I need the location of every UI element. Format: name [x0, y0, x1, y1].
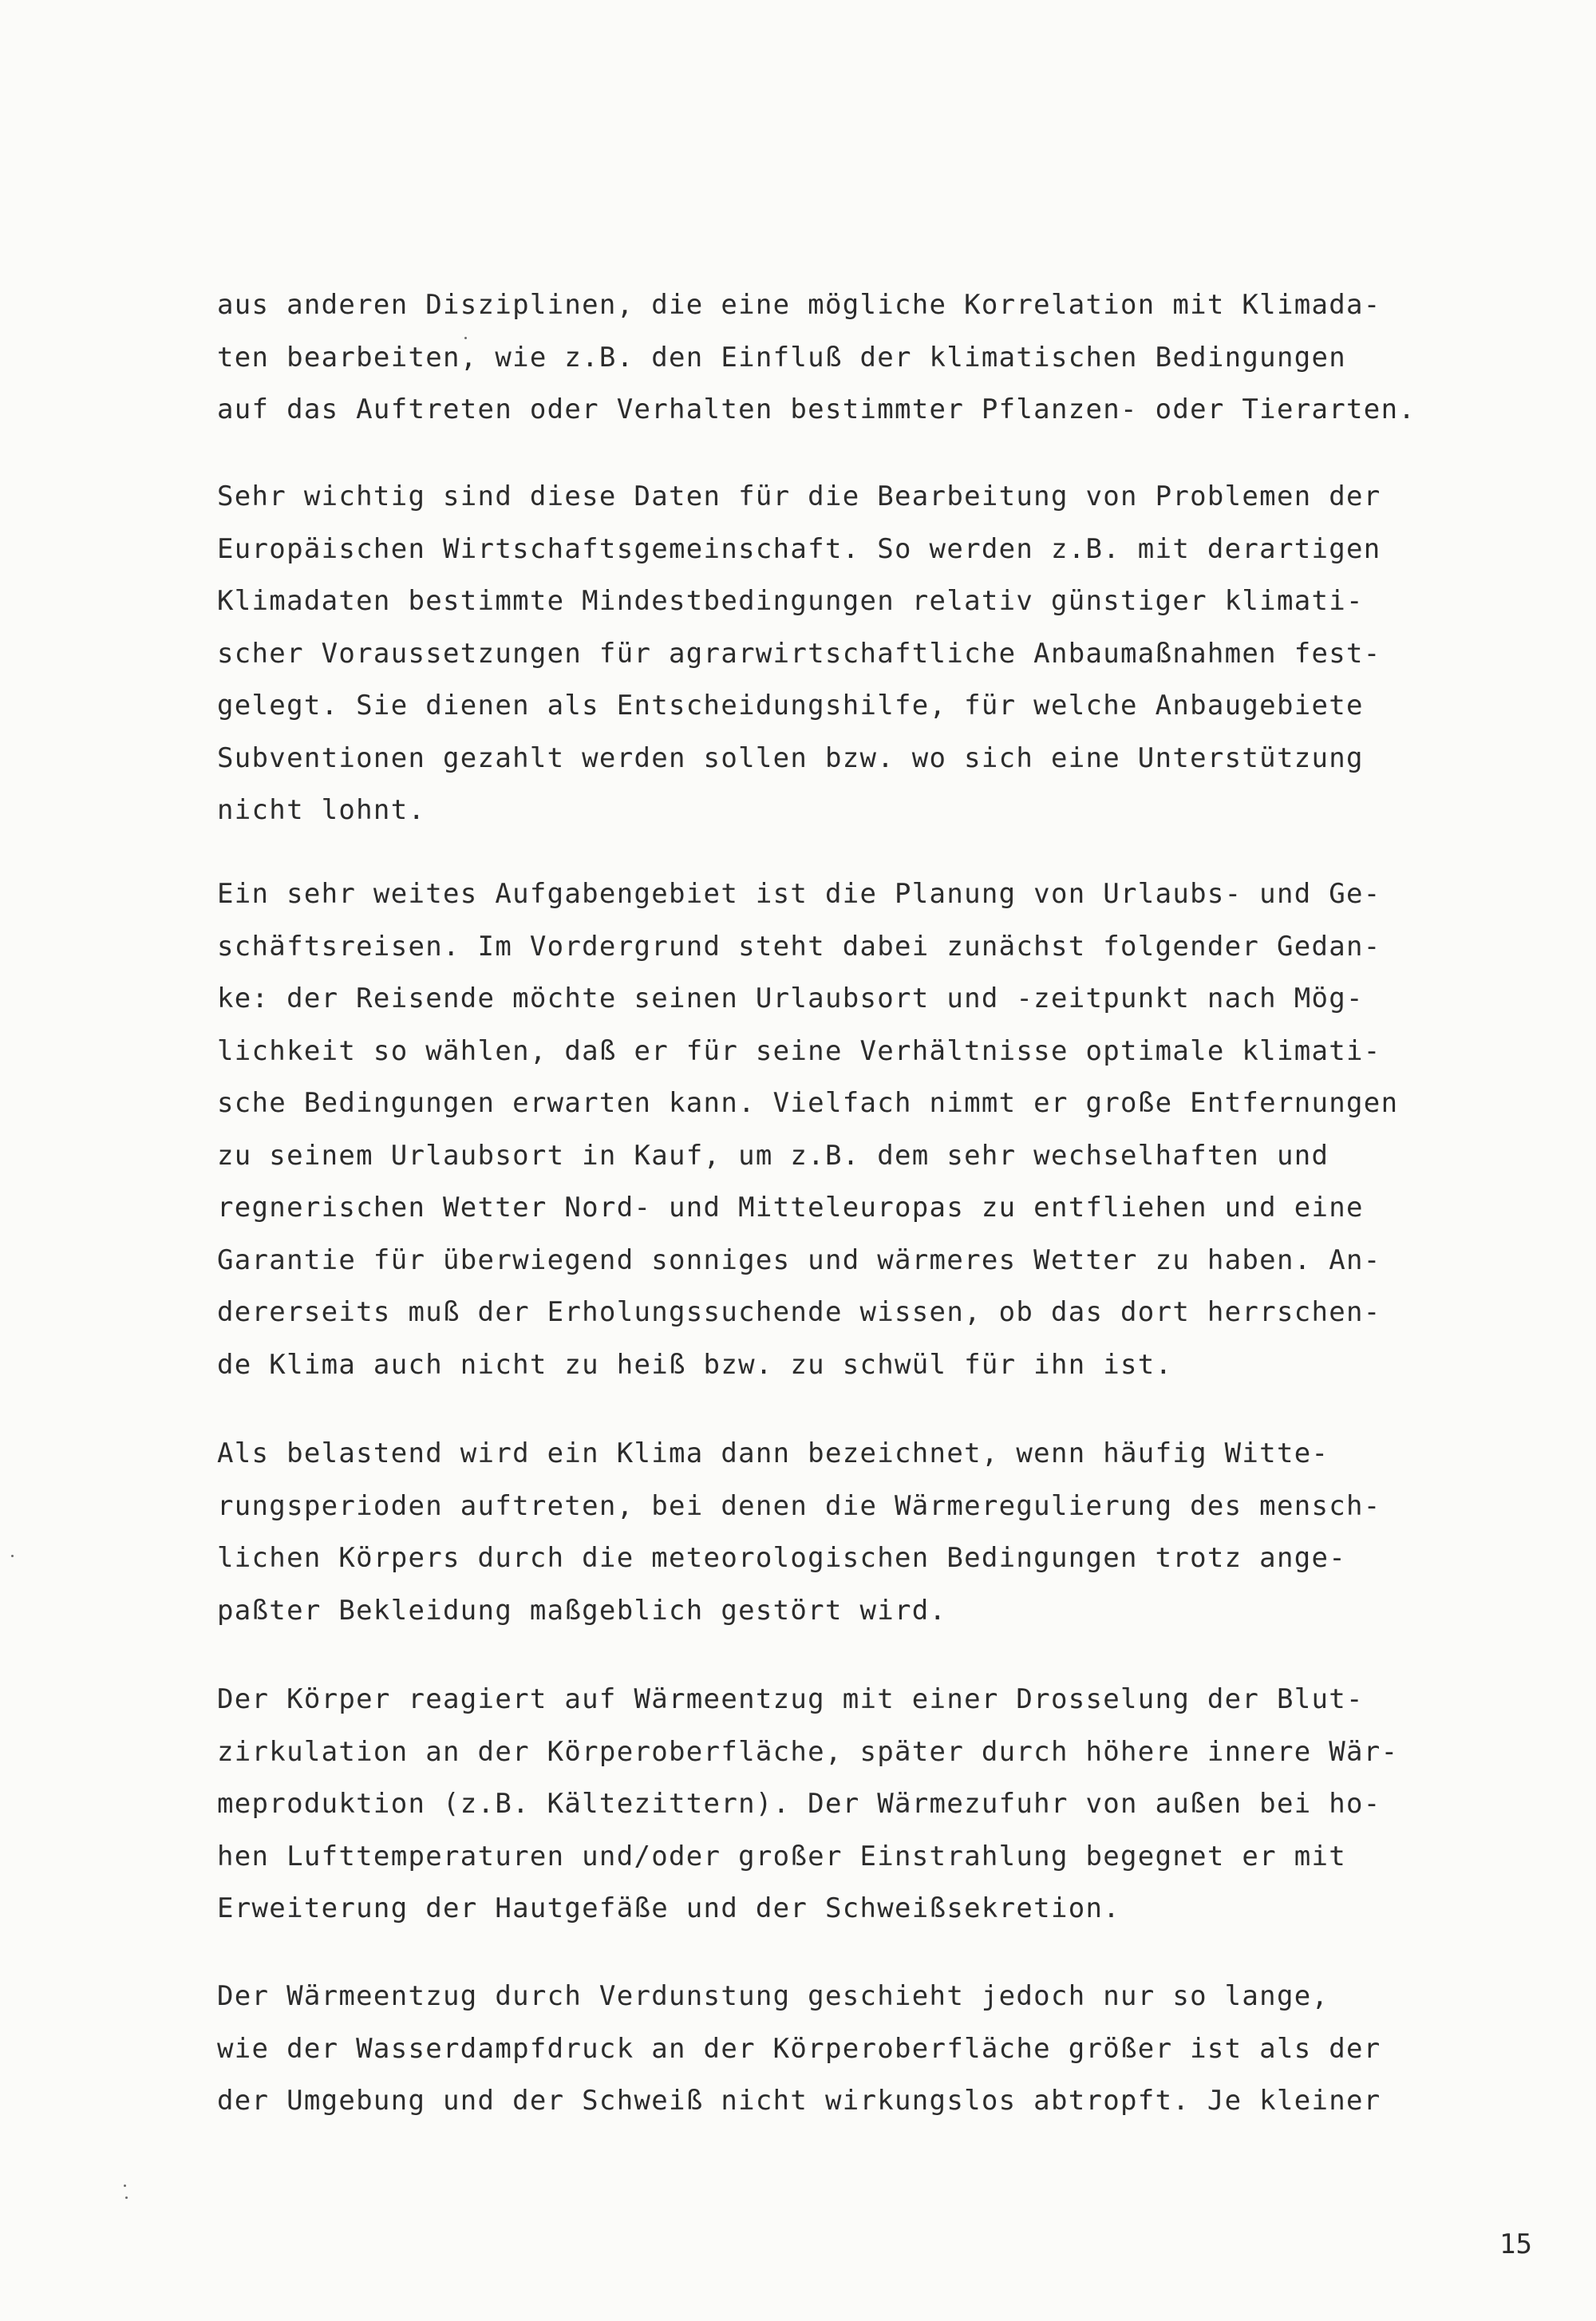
text-line: de Klima auch nicht zu heiß bzw. zu schwül für ihn ist. [217, 1348, 1173, 1381]
text-line: Garantie für überwiegend sonniges und wärmeres Wetter zu haben. An- [217, 1244, 1381, 1276]
text-line: der Umgebung und der Schweiß nicht wirkungslos abtropft. Je kleiner [217, 2085, 1381, 2117]
text-line: regnerischen Wetter Nord- und Mitteleuropas zu entfliehen und eine [217, 1192, 1364, 1224]
text-line: Der Wärmeentzug durch Verdunstung geschieht jedoch nur so lange, [217, 1980, 1329, 2012]
paper-speck [464, 337, 467, 339]
text-line: Erweiterung der Hautgefäße und der Schweißsekretion. [217, 1892, 1121, 1924]
text-line: lichen Körpers durch die meteorologischen Bedingungen trotz ange- [217, 1542, 1347, 1574]
text-line: Europäischen Wirtschaftsgemeinschaft. So werden z.B. mit derartigen [217, 532, 1381, 565]
text-line: Klimadaten bestimmte Mindestbedingungen relativ günstiger klimati- [217, 585, 1364, 617]
text-line: nicht lohnt. [217, 794, 426, 826]
text-line: Sehr wichtig sind diese Daten für die Bearbeitung von Problemen der [217, 480, 1381, 512]
text-line: hen Lufttemperaturen und/oder großer Einstrahlung begegnet er mit [217, 1840, 1347, 1872]
paragraph-5 [217, 1674, 1494, 1935]
text-line: Als belastend wird ein Klima dann bezeichnet, wenn häufig Witte- [217, 1437, 1329, 1469]
paper-speck [11, 1555, 14, 1557]
text-line: Der Körper reagiert auf Wärmeentzug mit einer Drosselung der Blut- [217, 1683, 1364, 1715]
text-line: paßter Bekleidung maßgeblich gestört wird. [217, 1594, 947, 1627]
paper-speck [125, 2196, 128, 2199]
text-line: meproduktion (z.B. Kältezittern). Der Wärmezufuhr von außen bei ho- [217, 1788, 1381, 1820]
text-line: wie der Wasserdampfdruck an der Körperoberfläche größer ist als der [217, 2032, 1381, 2065]
paragraph-4 [217, 1428, 1494, 1637]
paragraph-6 [217, 1971, 1494, 2128]
text-line: Ein sehr weites Aufgabengebiet ist die Planung von Urlaubs- und Ge- [217, 878, 1381, 910]
text-line: scher Voraussetzungen für agrarwirtschaftliche Anbaumaßnahmen fest- [217, 637, 1381, 670]
text-line: Subventionen gezahlt werden sollen bzw. wo sich eine Unterstützung [217, 741, 1364, 774]
paper-speck [124, 2185, 126, 2187]
text-line: sche Bedingungen erwarten kann. Vielfach nimmt er große Entfernungen [217, 1087, 1399, 1119]
text-line: zirkulation an der Körperoberfläche, später durch höhere innere Wär- [217, 1735, 1399, 1768]
text-line: ke: der Reisende möchte seinen Urlaubsort und -zeitpunkt nach Mög- [217, 983, 1364, 1014]
text-line: schäftsreisen. Im Vordergrund steht dabei zunächst folgender Gedan- [217, 930, 1381, 963]
text-line: ten bearbeiten, wie z.B. den Einfluß der klimatischen Bedingungen [217, 341, 1347, 374]
text-line: auf das Auftreten oder Verhalten bestimmter Pflanzen- oder Tierarten. [217, 393, 1416, 425]
page-number: 15 [1499, 2228, 1532, 2260]
text-line: dererseits muß der Erholungssuchende wissen, ob das dort herrschen- [217, 1296, 1381, 1328]
text-line: rungsperioden auftreten, bei denen die Wärmeregulierung des mensch- [217, 1489, 1381, 1522]
paragraph-3 [217, 868, 1494, 1391]
text-line: aus anderen Disziplinen, die eine mögliche Korrelation mit Klimada- [217, 289, 1381, 321]
paragraph-2 [217, 471, 1494, 837]
text-line: lichkeit so wählen, daß er für seine Verhältnisse optimale klimati- [217, 1034, 1381, 1067]
text-line: zu seinem Urlaubsort in Kauf, um z.B. dem sehr wechselhaften und [217, 1139, 1329, 1172]
text-line: gelegt. Sie dienen als Entscheidungshilfe, für welche Anbaugebiete [217, 690, 1364, 722]
paragraph-1 [217, 279, 1494, 437]
